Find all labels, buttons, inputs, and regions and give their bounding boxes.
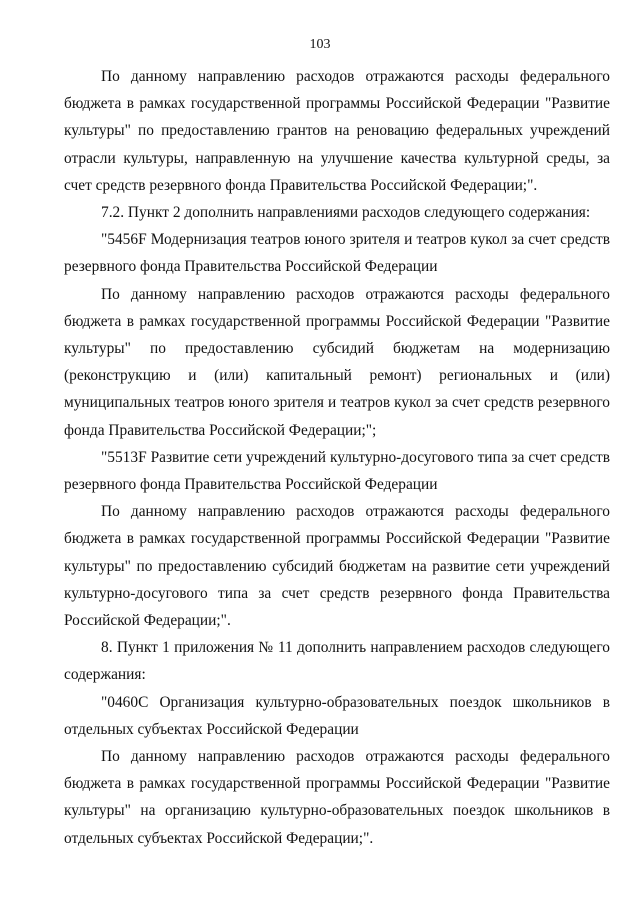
paragraph-0460C-description: По данному направлению расходов отражаются расходы федерального бюджета в рамках государственной программы Российской Федерации "Развитие культуры" на организацию культурно-образовательных поездок школьников в отдельных субъектах Российской Федерации;". xyxy=(64,748,610,847)
paragraph-item-8: 8. Пункт 1 приложения № 11 дополнить направлением расходов следующего содержания: xyxy=(64,639,610,684)
document-body xyxy=(64,63,610,852)
page-number: 103 xyxy=(309,37,331,52)
paragraph-code-5456F: "5456F Модернизация театров юного зрителя и театров кукол за счет средств резервного фонда Правительства Российской Федерации xyxy=(64,231,610,276)
paragraph-code-5513F: "5513F Развитие сети учреждений культурно-досугового типа за счет средств резервного фонда Правительства Российской Федерации xyxy=(64,448,610,494)
paragraph-5513F-description: По данному направлению расходов отражаются расходы федерального бюджета в рамках государственной программы Российской Федерации "Развитие культуры" по предоставлению субсидий бюджетам на развитие сети учреждений культурно-досугового типа за счет средств резервного фонда Правительства Российской Федерации;". xyxy=(64,503,610,630)
paragraph-code-0460C: "0460C Организация культурно-образовательных поездок школьников в отдельных субъектах Российской Федерации xyxy=(64,693,610,738)
paragraph-item-7-2: 7.2. Пункт 2 дополнить направлениями расходов следующего содержания: xyxy=(101,204,591,222)
paragraph-5456F-description: По данному направлению расходов отражаются расходы федерального бюджета в рамках государственной программы Российской Федерации "Развитие культуры" по предоставлению субсидий бюджетам на модернизацию (реконструкцию и (или) капитальный ремонт) региональных и (или) муниципальных театров юного зрителя и театров кукол за счет средств резервного фонда Правительства Российской Федерации;"; xyxy=(64,285,610,439)
paragraph-grants-renovation: По данному направлению расходов отражаются расходы федерального бюджета в рамках государственной программы Российской Федерации "Развитие культуры" по предоставлению грантов на реновацию федеральных учреждений отрасли культуры, направленную на улучшение качества культурной среды, за счет средств резервного фонда Правительства Российской Федерации;". xyxy=(64,68,610,194)
